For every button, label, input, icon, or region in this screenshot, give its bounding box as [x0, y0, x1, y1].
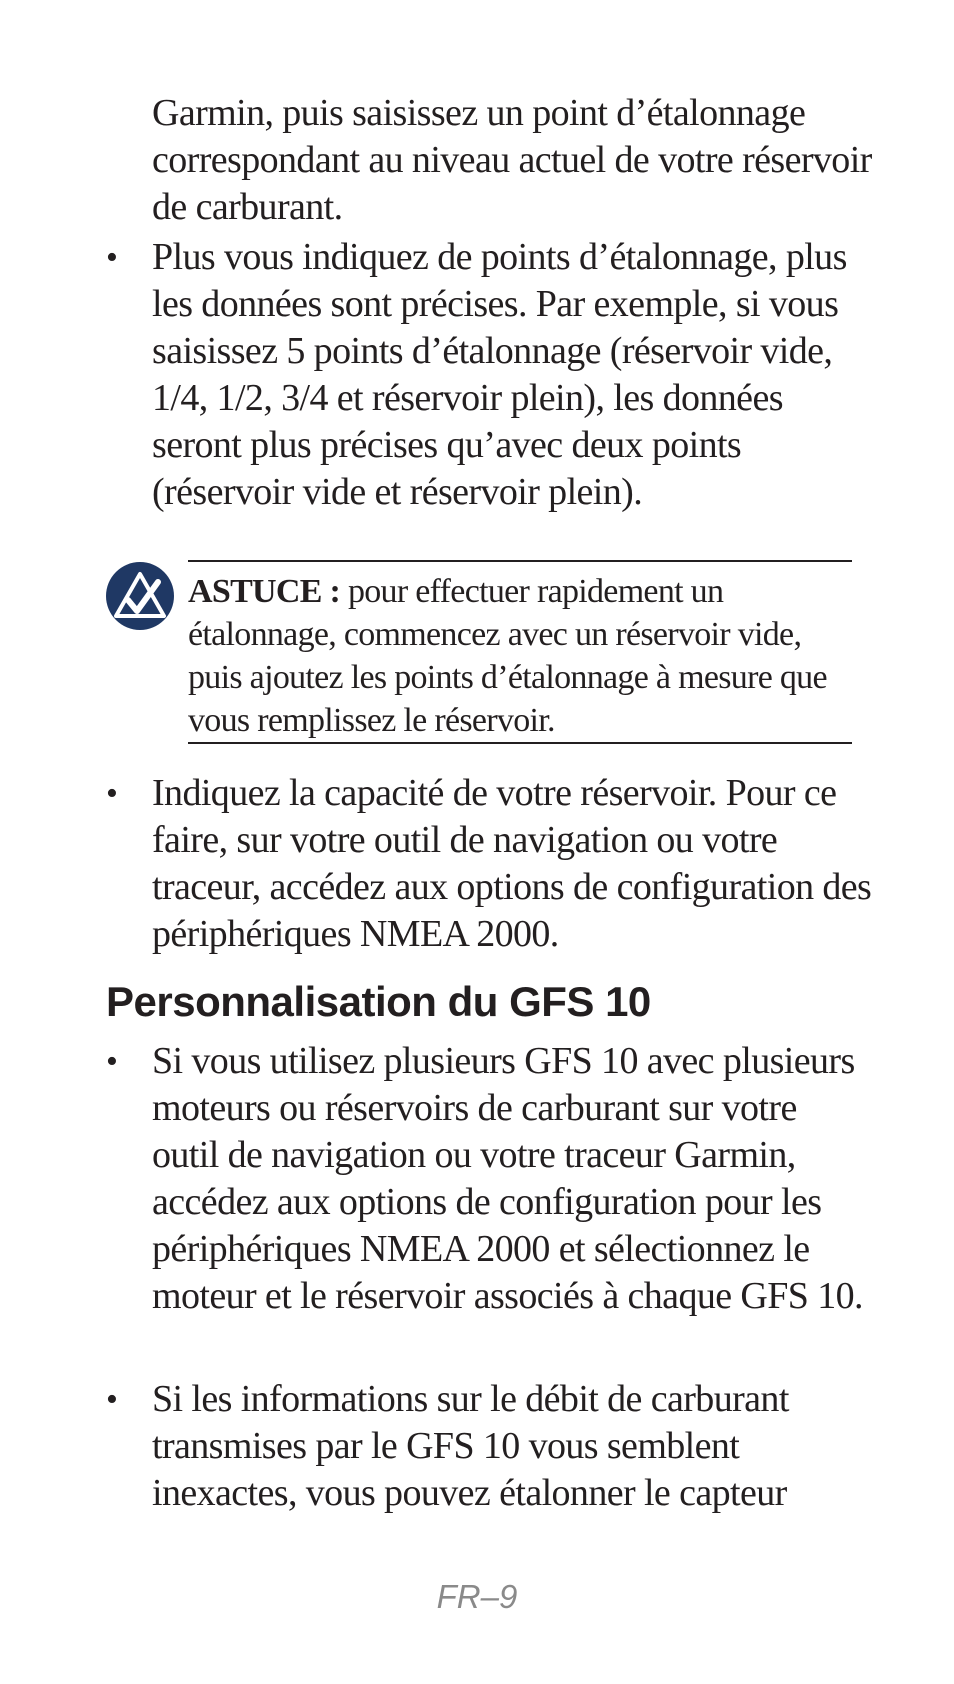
- bullet-marker: •: [106, 775, 118, 812]
- list-item: [106, 1376, 872, 1517]
- page-number: FR–9: [436, 1578, 518, 1615]
- section-heading: Personnalisation du GFS 10: [106, 978, 651, 1025]
- list-item-text: Si vous utilisez plusieurs GFS 10 avec plusieurs moteurs ou réservoirs de carburant sur votre outil de navigation ou votre traceur Garmin, accédez aux options de configuration pour les périphériques NMEA 2000 et sélectionnez le moteur et le réservoir associés à chaque GFS 10.: [152, 1040, 863, 1317]
- tip-checkmark-icon: [104, 560, 176, 632]
- bullet-marker: •: [106, 1043, 118, 1080]
- list-item: [106, 1038, 872, 1320]
- list-item-text: Si les informations sur le débit de carburant transmises par le GFS 10 vous semblent inexactes, vous pouvez étalonner le capteur: [152, 1378, 789, 1514]
- list-item-text: Plus vous indiquez de points d’étalonnage, plus les données sont précises. Par exemple, si vous saisissez 5 points d’étalonnage (réservoir vide, 1/4, 1/2, 3/4 et réservoir plein), les données seront plus précises qu’avec deux points (réservoir vide et réservoir plein).: [152, 236, 847, 513]
- list-item: [106, 234, 872, 516]
- tip-text: [188, 570, 852, 742]
- list-item: [106, 770, 872, 958]
- list-item-text: Indiquez la capacité de votre réservoir. Pour ce faire, sur votre outil de navigation ou votre traceur, accédez aux options de configuration des périphériques NMEA 2000.: [152, 772, 872, 955]
- bullet-marker: •: [106, 1381, 118, 1418]
- bullet-marker: •: [106, 239, 118, 276]
- continuation-paragraph: Garmin, puis saisissez un point d’étalonnage correspondant au niveau actuel de votre réservoir de carburant.: [152, 92, 872, 228]
- tip-body: pour effectuer rapidement un étalonnage, commencez avec un réservoir vide, puis ajoutez les points d’étalonnage à mesure que vous remplissez le réservoir.: [188, 573, 827, 739]
- tip-box: [188, 560, 852, 744]
- tip-label: ASTUCE :: [188, 573, 341, 610]
